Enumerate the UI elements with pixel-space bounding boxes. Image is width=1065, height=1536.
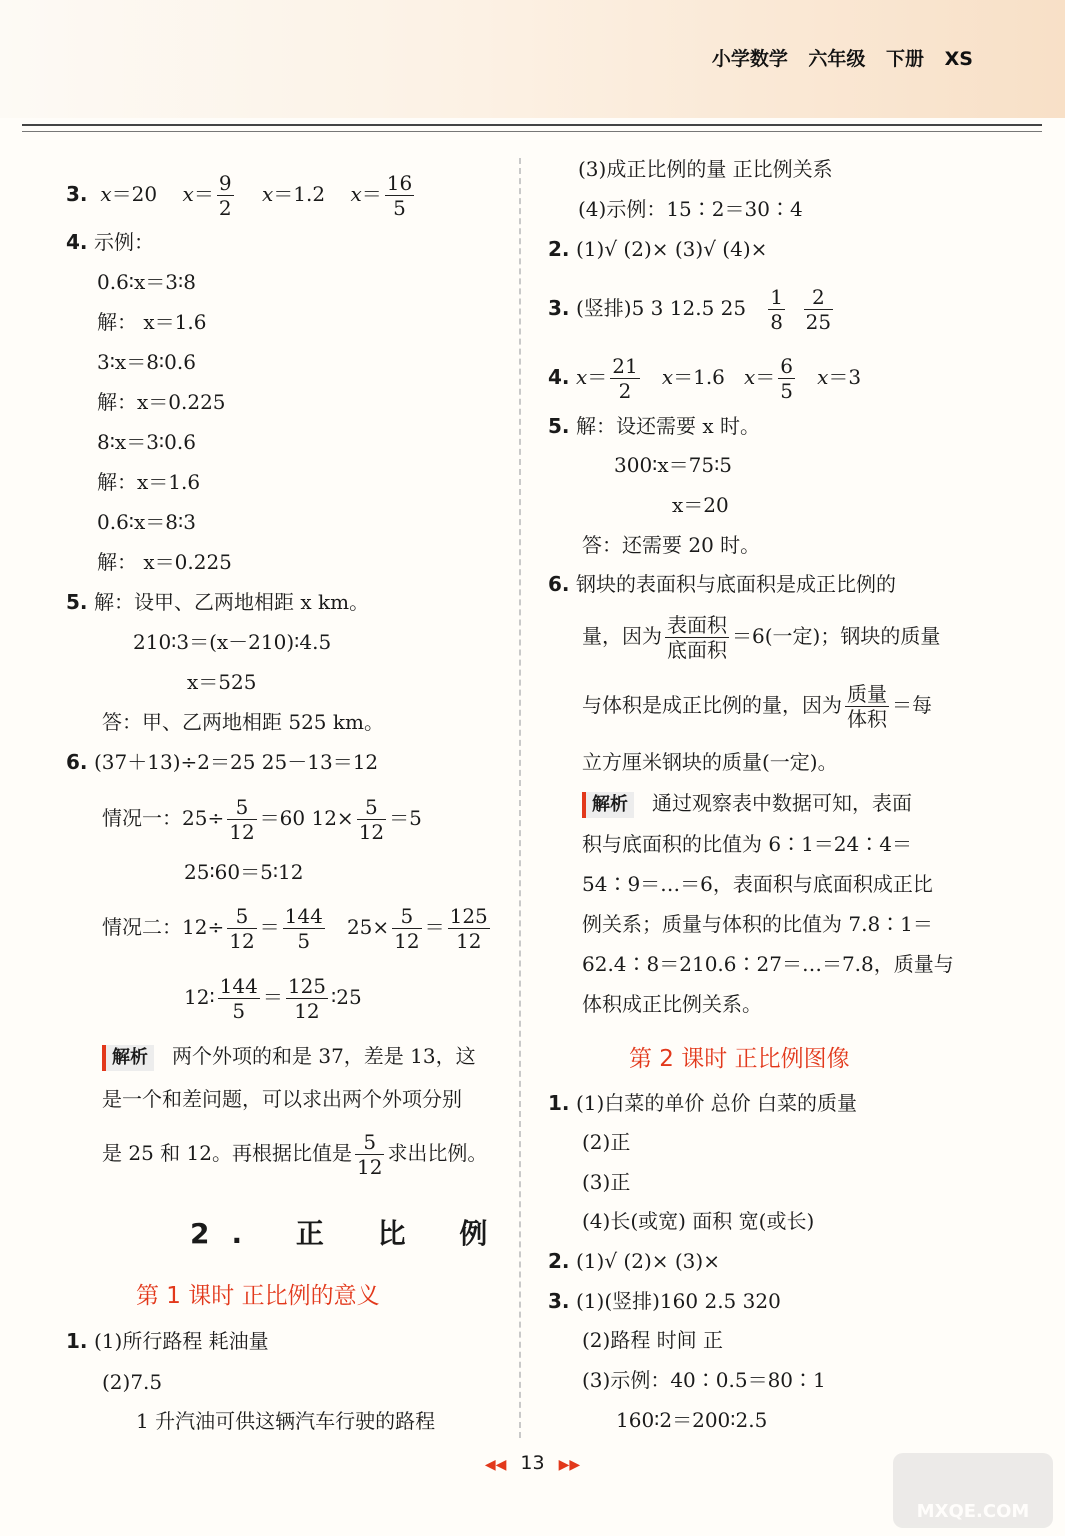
prev-arrows-icon: ◀◀ [484,1457,507,1473]
left-q6-case2: 情况二：12÷ $\frac{5}{12}$ ＝ $\frac{144}{5}$ 25× $\frac{5}{12}$ ＝ $\frac{125}{12}$ [102,904,488,953]
lesson2-q3-line2: (2)路程 时间 正 [582,1328,724,1352]
right-q5-line2: 300∶x＝75∶5 [614,453,733,477]
analysis-tag: 解析 [582,792,634,818]
left-q4-line: 3∶x＝8∶0.6 [97,350,196,374]
left-q6-case1-line2: 25∶60＝5∶12 [184,860,304,884]
fraction: $\frac{144}{5}$ [219,974,258,1023]
left-q4-line: 解： x＝0.225 [97,550,232,574]
left-q3: 3. x＝20 x＝ $\frac{9}{2}$ x＝1.2 x＝ $\frac{16}{5}$ [66,171,413,220]
left-q5-line2: 210∶3＝(x－210)∶4.5 [133,630,332,654]
left-q4-head: 4. 示例： [66,230,154,254]
fraction: $\frac{2}{25}$ [805,285,832,334]
right-q5-line3: x＝20 [672,493,729,517]
left-q4-line: 8∶x＝3∶0.6 [97,430,196,454]
fraction: $\frac{6}{5}$ [780,354,793,403]
right-q5-line1: 5. 解：设还需要 x 时。 [548,414,760,438]
left-q4-line: 解：x＝1.6 [97,470,201,494]
fraction: $\frac{5}{12}$ [358,795,385,844]
lesson1-q1-line2: (2)7.5 [102,1370,163,1394]
fraction: $\frac{1}{8}$ [770,285,783,334]
right-analysis-line6: 体积成正比例关系。 [582,992,762,1016]
watermark-logo: MXQE.COM [893,1453,1053,1528]
lesson2-q3-line3: (3)示例：40∶0.5＝80∶1 [582,1368,826,1392]
right-analysis-line3: 54∶9＝…＝6，表面积与底面积成正比 [582,872,933,896]
page-number: 13 [520,1452,545,1474]
left-q6-line1: 6. (37＋13)÷2＝25 25－13＝12 [66,750,379,774]
header-rule-thin [22,131,1042,132]
right-q6-line2: 量，因为 $\frac{\text{表面积}}{\text{底面积}}$ ＝6(一定)；钢块的质量 [582,613,941,662]
fraction: $\frac{5}{12}$ [229,904,255,953]
analysis-tag: 解析 [102,1045,154,1071]
fraction: $\frac{16}{5}$ [386,171,413,220]
left-analysis-line1: 解析 两个外项的和是 37，差是 13，这 [102,1042,476,1071]
right-q4: 4. x＝ $\frac{21}{2}$ x＝1.6 x＝ $\frac{6}{5}$ x＝3 [548,354,862,403]
fraction: $\frac{\text{表面积}}{\text{底面积}}$ [667,613,727,662]
lesson2-q3-line1: 3. (1)(竖排)160 2.5 320 [548,1289,781,1313]
fraction: $\frac{21}{2}$ [612,354,638,403]
lesson2-q2: 2. (1)√ (2)× (3)× [548,1249,720,1273]
lesson2-q1-line1: 1. (1)白菜的单价 总价 白菜的质量 [548,1091,858,1115]
right-q6-line3: 与体积是成正比例的量，因为 $\frac{\text{质量}}{\text{体积}}$ ＝每 [582,682,932,731]
column-divider [519,158,521,1438]
right-analysis-line5: 62.4∶8＝210.6∶27＝…＝7.8，质量与 [582,952,954,976]
left-analysis-line2: 是一个和差问题，可以求出两个外项分别 [102,1087,462,1111]
left-q4-line: 解： x＝1.6 [97,310,207,334]
fraction: $\frac{\text{质量}}{\text{体积}}$ [847,682,887,731]
fraction: $\frac{9}{2}$ [218,171,232,220]
lesson2-q1-line3: (3)正 [582,1170,631,1194]
lesson2-q1-line2: (2)正 [582,1130,631,1154]
header-book-info: 小学数学 六年级 下册 XS [711,48,973,70]
right-q3: 3. (竖排)5 3 12.5 25 $\frac{1}{8}$ $\frac{2}{25}$ [548,285,832,334]
left-q4-line: 0.6∶x＝8∶3 [97,510,196,534]
right-q5-line4: 答：还需要 20 时。 [582,533,761,557]
lesson2-q1-line4: (4)长(或宽) 面积 宽(或长) [582,1209,815,1233]
fraction: $\frac{125}{12}$ [287,974,327,1023]
left-q5-line3: x＝525 [187,670,257,694]
left-q6-case2-line2: 12∶ $\frac{144}{5}$ ＝ $\frac{125}{12}$ ∶25 [184,974,362,1023]
next-arrows-icon: ▶▶ [558,1457,581,1473]
right-analysis-line4: 例关系；质量与体积的比值为 7.8∶1＝ [582,912,933,936]
fraction: $\frac{5}{12}$ [356,1130,383,1179]
left-q4-line: 0.6∶x＝3∶8 [97,270,196,294]
lesson1-q1-line1: 1. (1)所行路程 耗油量 [66,1329,269,1353]
fraction: $\frac{144}{5}$ [284,904,323,953]
right-q6-line4: 立方厘米钢块的质量(一定)。 [582,750,838,774]
fraction: $\frac{5}{12}$ [394,904,420,953]
lesson1-q1-line3: 1 升汽油可供这辆汽车行驶的路程 [136,1409,436,1433]
right-q2: 2. (1)√ (2)× (3)√ (4)× [548,237,768,261]
header-rule [22,124,1042,126]
left-q5-line4: 答：甲、乙两地相距 525 km。 [102,710,384,734]
left-q6-case1: 情况一：25÷ $\frac{5}{12}$ ＝60 12× $\frac{5}{12}$ ＝5 [102,795,422,844]
right-q6-line1: 6. 钢块的表面积与底面积是成正比例的 [548,572,896,596]
left-q4-line: 解：x＝0.225 [97,390,226,414]
section-title: 2. 正 比 例 [190,1217,510,1250]
lesson2-q3-line4: 160∶2＝200∶2.5 [616,1408,768,1432]
left-q5-line1: 5. 解：设甲、乙两地相距 x km。 [66,590,370,614]
right-analysis-line1: 解析 通过观察表中数据可知，表面 [582,789,912,818]
right-line2: (4)示例：15∶2＝30∶4 [578,197,803,221]
right-analysis-line2: 积与底面积的比值为 6∶1＝24∶4＝ [582,832,912,856]
left-analysis-line3: 是 25 和 12。再根据比值是 $\frac{5}{12}$ 求出比例。 [102,1130,488,1179]
lesson-2-title: 第 2 课时 正比例图像 [629,1046,850,1072]
right-line1: (3)成正比例的量 正比例关系 [578,157,833,181]
fraction: $\frac{5}{12}$ [229,795,255,844]
lesson-1-title: 第 1 课时 正比例的意义 [136,1283,380,1309]
fraction: $\frac{125}{12}$ [449,904,488,953]
